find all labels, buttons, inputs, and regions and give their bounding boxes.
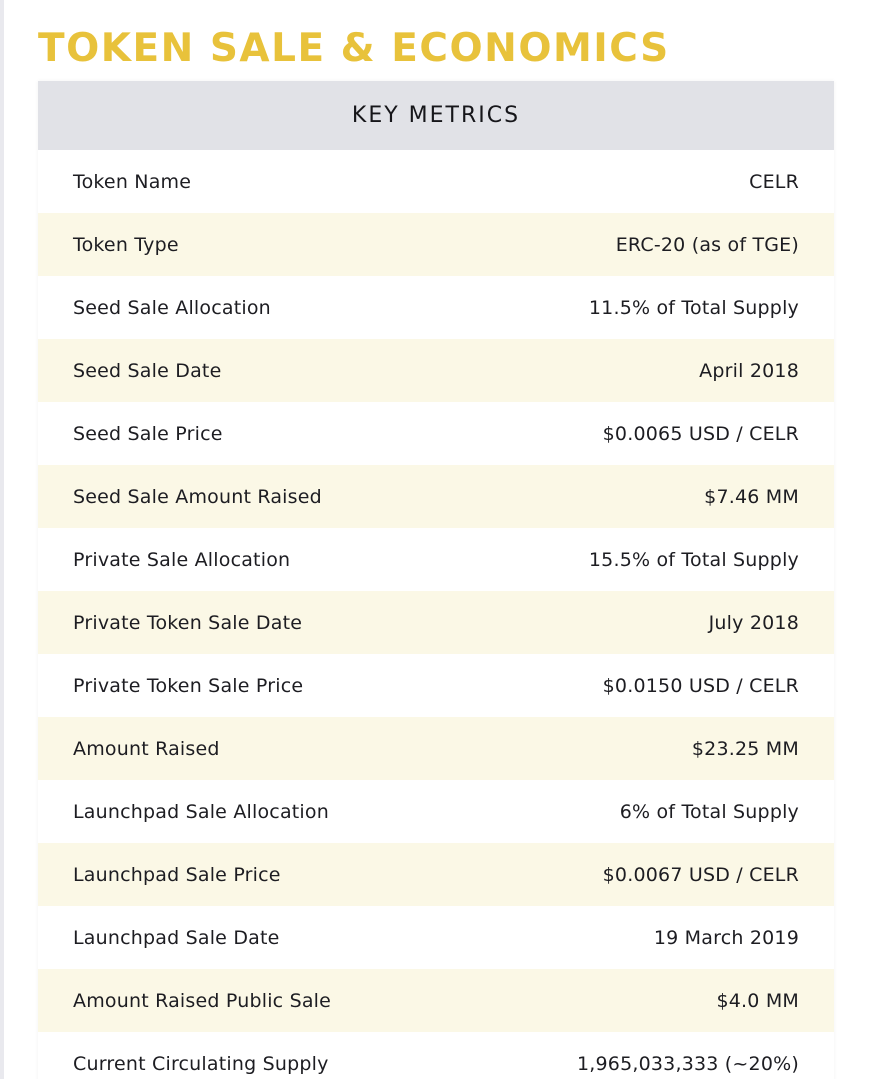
table-row [38,843,834,906]
row-label: Amount Raised [73,737,220,760]
left-border [0,0,4,1079]
table-row [38,969,834,1032]
row-value: 6% of Total Supply [619,800,799,823]
metrics-rows [38,150,834,1079]
table-row [38,717,834,780]
row-value: April 2018 [699,359,799,382]
row-value: 15.5% of Total Supply [588,548,799,571]
row-value: $7.46 MM [704,485,799,508]
row-label: Current Circulating Supply [73,1052,329,1075]
table-row [38,591,834,654]
table-row [38,780,834,843]
row-value: $0.0150 USD / CELR [602,674,799,697]
row-label: Private Token Sale Price [73,674,304,697]
key-metrics-table [38,81,834,1079]
row-label: Seed Sale Price [73,422,223,445]
row-value: $4.0 MM [716,989,799,1012]
table-row [38,528,834,591]
row-value: CELR [749,170,799,193]
row-value: July 2018 [708,611,799,634]
page-title: TOKEN SALE & ECONOMICS [38,26,670,71]
row-value: $0.0067 USD / CELR [602,863,799,886]
row-label: Private Sale Allocation [73,548,291,571]
table-header: KEY METRICS [38,81,834,150]
row-value: ERC-20 (as of TGE) [615,233,799,256]
table-row [38,150,834,213]
row-value: $23.25 MM [691,737,799,760]
row-label: Seed Sale Amount Raised [73,485,322,508]
table-row [38,276,834,339]
row-label: Launchpad Sale Date [73,926,280,949]
row-value: 19 March 2019 [653,926,799,949]
table-row [38,465,834,528]
table-row [38,213,834,276]
row-value: 1,965,033,333 (~20%) [576,1052,799,1075]
table-row [38,339,834,402]
table-row [38,654,834,717]
table-row [38,906,834,969]
row-label: Launchpad Sale Allocation [73,800,329,823]
row-label: Token Name [73,170,192,193]
row-label: Launchpad Sale Price [73,863,281,886]
row-label: Token Type [73,233,179,256]
row-label: Amount Raised Public Sale [73,989,332,1012]
table-row [38,402,834,465]
row-value: $0.0065 USD / CELR [602,422,799,445]
row-label: Seed Sale Allocation [73,296,271,319]
table-row [38,1032,834,1079]
row-label: Private Token Sale Date [73,611,303,634]
row-label: Seed Sale Date [73,359,222,382]
row-value: 11.5% of Total Supply [588,296,799,319]
